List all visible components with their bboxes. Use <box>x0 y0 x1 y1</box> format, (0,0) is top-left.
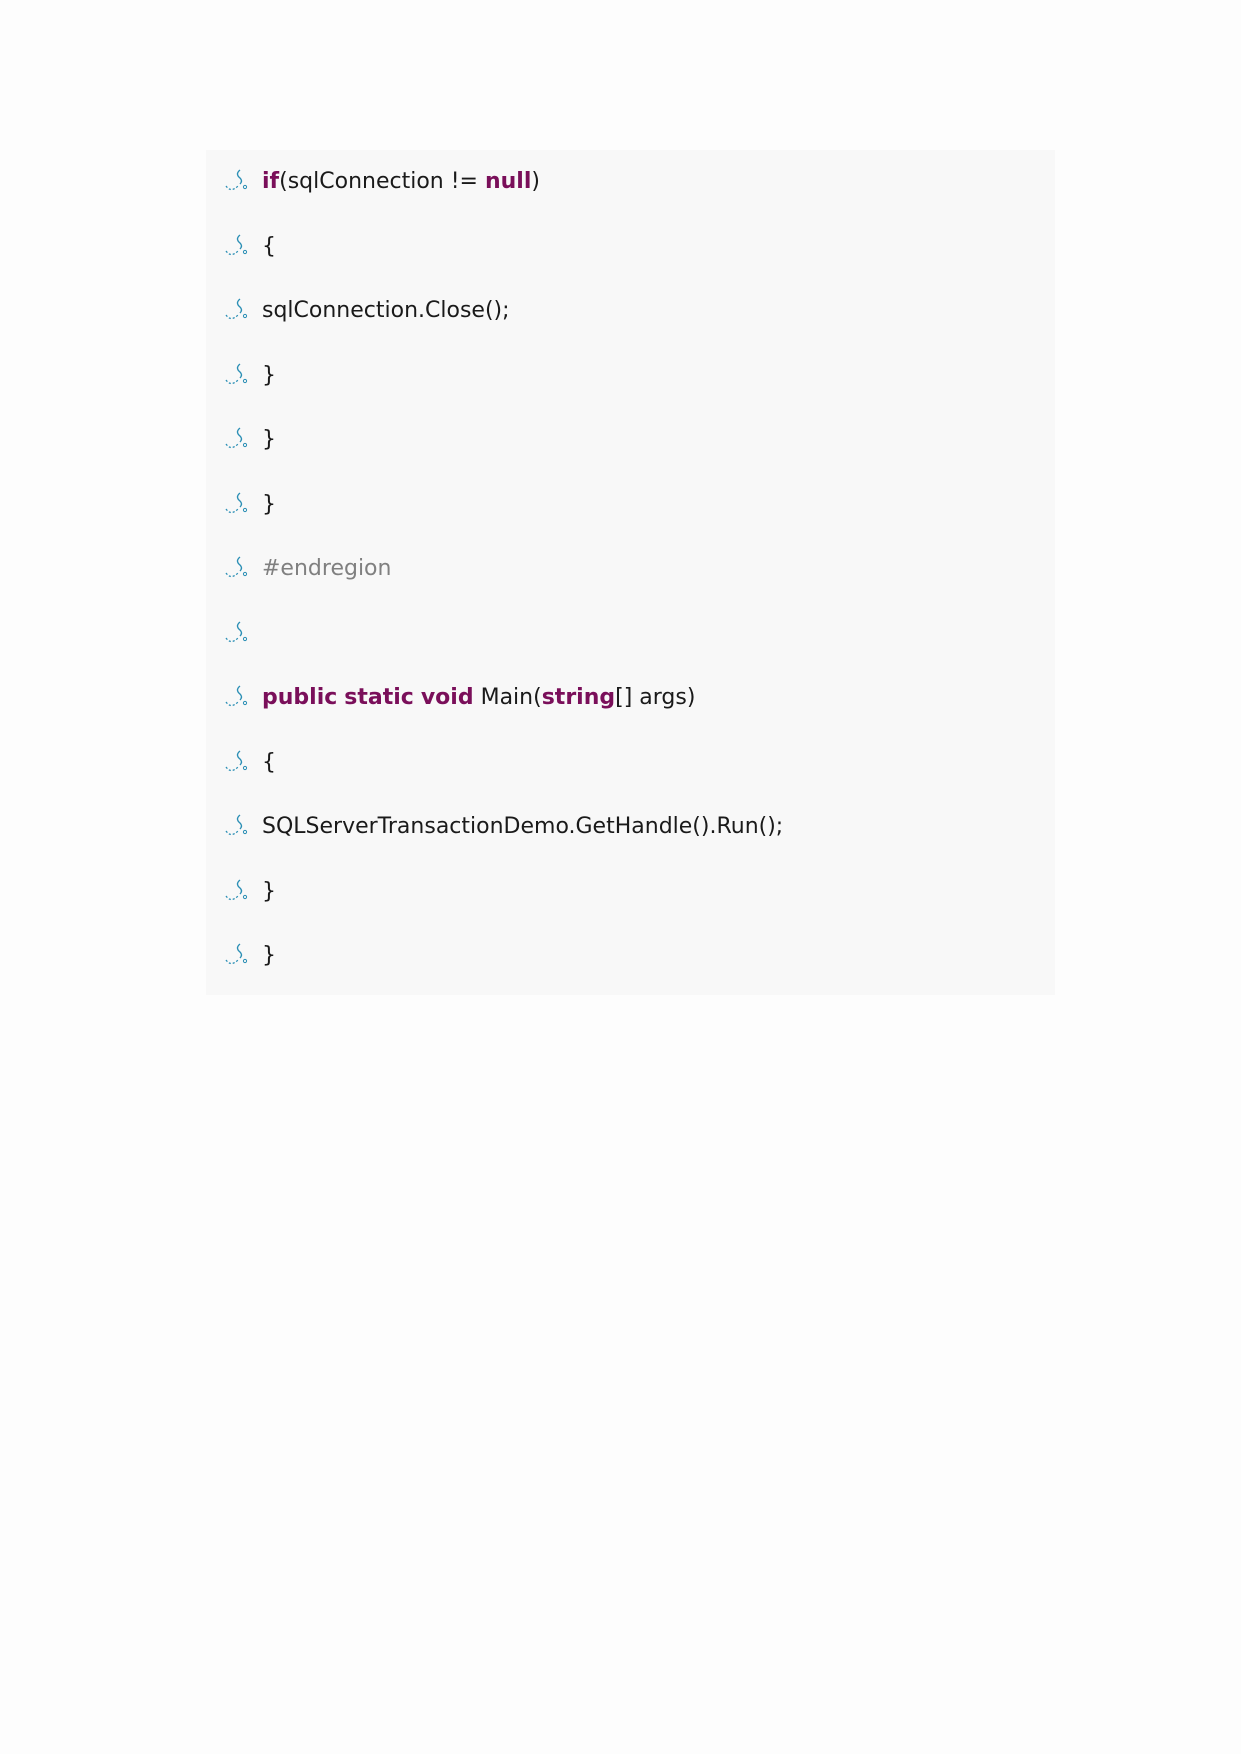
code-token: } <box>262 878 276 904</box>
line-number-glyph-icon <box>223 227 255 267</box>
line-number-glyph-icon <box>223 485 255 525</box>
code-line <box>206 485 1055 525</box>
keyword-token: string <box>541 685 616 710</box>
code-token: [] args) <box>615 685 696 710</box>
code-token: ) <box>531 169 540 194</box>
directive-token: #endregion <box>262 556 392 581</box>
keyword-token: null <box>484 169 532 194</box>
code-text <box>262 549 391 589</box>
line-number-glyph-icon <box>223 936 255 976</box>
code-line <box>206 872 1055 912</box>
code-text <box>262 291 510 331</box>
code-token: } <box>262 362 276 388</box>
line-number-glyph-icon <box>223 872 255 912</box>
line-number-glyph-icon <box>223 420 255 460</box>
code-text <box>262 485 276 525</box>
code-text <box>262 936 276 976</box>
code-token: } <box>262 427 276 452</box>
code-line <box>206 356 1055 396</box>
code-token: SQLServerTransactionDemo.GetHandle().Run(); <box>262 814 784 839</box>
code-text <box>262 743 276 783</box>
code-line <box>206 549 1055 589</box>
code-line <box>206 678 1055 718</box>
code-line <box>206 807 1055 847</box>
code-text <box>262 807 783 847</box>
code-line <box>206 420 1055 460</box>
line-number-glyph-icon <box>223 356 255 396</box>
line-number-glyph-icon <box>223 291 255 331</box>
code-line <box>206 291 1055 331</box>
code-line <box>206 162 1055 202</box>
line-number-glyph-icon <box>223 678 255 718</box>
code-token <box>414 685 421 710</box>
keyword-token: static <box>344 685 414 710</box>
code-text <box>262 872 276 912</box>
keyword-token: void <box>420 685 474 710</box>
code-text <box>262 227 276 267</box>
code-token: } <box>262 491 276 517</box>
code-token: sqlConnection.Close(); <box>262 298 510 323</box>
code-line <box>206 936 1055 976</box>
code-line <box>206 614 1055 654</box>
code-token: Main( <box>473 685 542 710</box>
line-number-glyph-icon <box>223 743 255 783</box>
line-number-glyph-icon <box>223 549 255 589</box>
code-token: (sqlConnection != <box>279 169 485 194</box>
code-token: } <box>262 943 276 968</box>
code-token: { <box>262 233 276 259</box>
keyword-token: if <box>262 169 280 194</box>
code-text <box>262 356 276 396</box>
line-number-glyph-icon <box>223 807 255 847</box>
code-line <box>206 227 1055 267</box>
code-text <box>262 420 276 460</box>
code-token: { <box>262 749 276 775</box>
code-text <box>262 162 540 202</box>
line-number-glyph-icon <box>223 162 255 202</box>
line-number-glyph-icon <box>223 614 255 654</box>
code-block <box>206 150 1055 995</box>
code-line <box>206 743 1055 783</box>
code-text <box>262 678 695 718</box>
keyword-token: public <box>262 685 338 710</box>
